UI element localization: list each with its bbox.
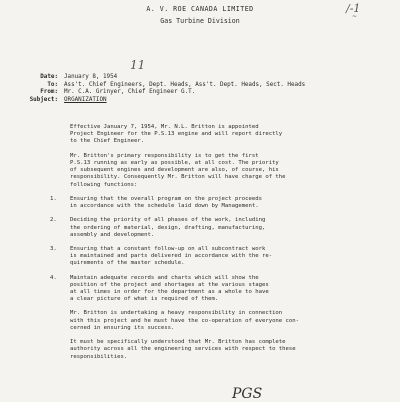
paragraph-3: Mr. Britton is undertaking a heavy responsibility in connection with this project and he must have the co-operation of everyone con- cerned in ensuring its success. xyxy=(70,310,300,331)
handwritten-mark-top-right: /-1 xyxy=(346,2,361,15)
meta-date-row xyxy=(8,74,305,82)
meta-from-row xyxy=(8,89,305,97)
memo-body xyxy=(10,124,398,368)
handwritten-mark-small: ~ xyxy=(352,13,358,20)
from-label: From: xyxy=(40,89,58,96)
list-item-number: 3. xyxy=(50,246,57,253)
handwritten-signature: PGS xyxy=(232,386,263,402)
paragraph-2: Mr. Britton's primary responsibility is to get the first P.S.13 running as early as possible, at all cost. The priority of subsequent engines and development are also, of course, his responsibility. Consequently Mr. Britton will have charge of the following functions: xyxy=(70,152,286,188)
list-item xyxy=(10,246,398,268)
division-name: Gas Turbine Division xyxy=(160,17,240,25)
list-item xyxy=(10,217,398,239)
handwritten-mark-mid: 11 xyxy=(130,58,146,72)
paragraph-4: It must be specifically understood that Mr. Britton has complete authority across all the engineering services with respect to these responsibilities. xyxy=(70,339,296,360)
to-value: Ass't. Chief Engineers, Dept. Heads, Ass't. Dept. Heads, Sect. Heads xyxy=(64,81,306,88)
list-item-text: Ensuring that the overall program on the project proceeds in accordance with the schedule laid down by Management. xyxy=(70,196,262,210)
to-label: To: xyxy=(47,81,58,88)
list-item xyxy=(10,196,398,210)
list-item xyxy=(10,275,398,304)
meta-to-row xyxy=(8,82,305,90)
memo-meta xyxy=(8,74,305,104)
list-item-text: Ensuring that a constant follow-up on all subcontract work is maintained and parts delivered in accordance with the re- quirements of the master schedule. xyxy=(70,246,273,267)
paragraph-1: Effective January 7, 1954, Mr. N.L. Britton is appointed Project Engineer for the P.S.13 engine and will report directly to the Chief Engineer. xyxy=(70,124,283,145)
list-item-text: Deciding the priority of all phases of the work, including the ordering of material, design, drafting, manufacturing, assembly and development. xyxy=(70,217,266,238)
meta-subject-row xyxy=(8,97,305,105)
list-item-text: Maintain adequate records and charts which will show the position of the project and shortages at the various stages at all times in order for the department as a whole to have a clear picture of what is required of them. xyxy=(70,274,269,303)
date-value: January 8, 1954 xyxy=(64,74,118,80)
subject-label: Subject: xyxy=(29,96,58,103)
list-item-number: 1. xyxy=(50,196,57,202)
subject-value: ORGANIZATION xyxy=(64,96,107,103)
from-value: Mr. C.A. Grinyer, Chief Engineer G.T. xyxy=(64,89,196,96)
list-item-number: 2. xyxy=(50,217,57,224)
company-name: A. V. ROE CANADA LIMITED xyxy=(146,5,254,13)
date-label: Date: xyxy=(40,74,58,80)
list-item-number: 4. xyxy=(50,274,57,281)
